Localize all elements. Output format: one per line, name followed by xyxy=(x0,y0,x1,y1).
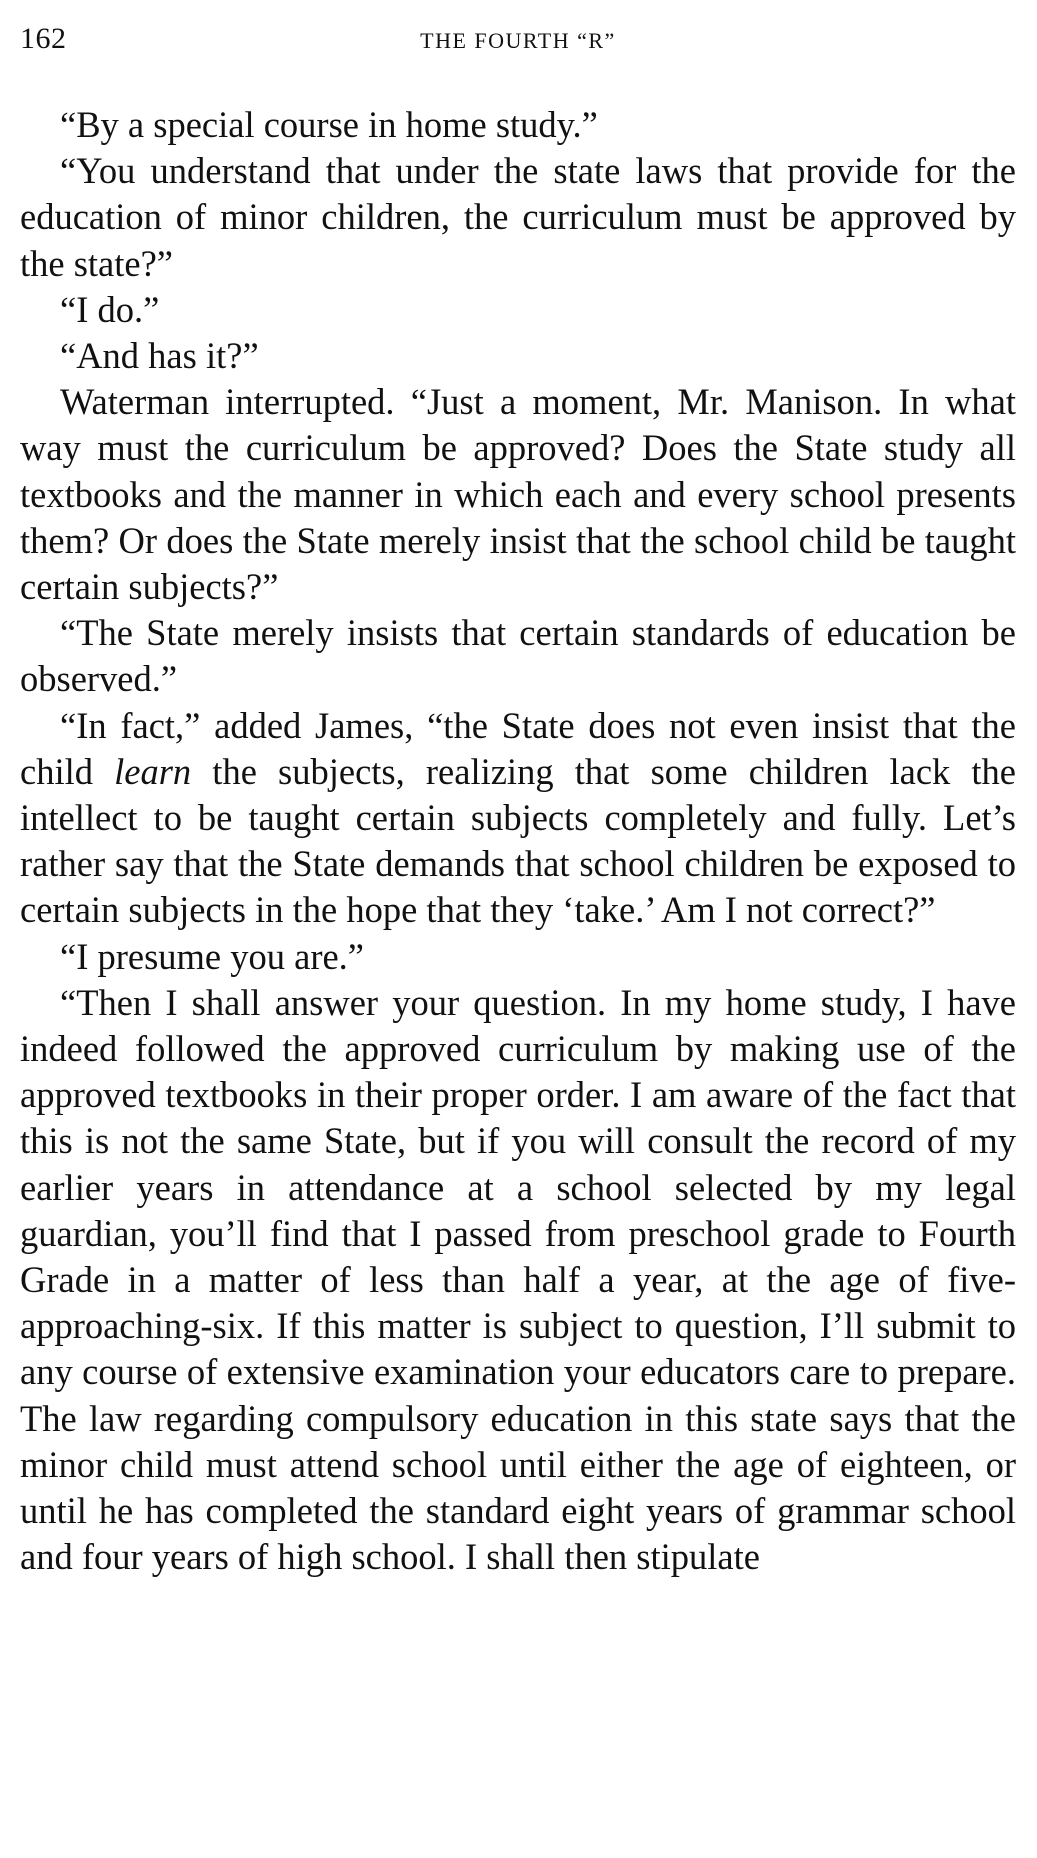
paragraph: “The State merely insists that certain standards of education be observed.” xyxy=(20,612,1016,700)
paragraph-text: “In fact,” added James, “the State does not even insist that the child xyxy=(20,704,1016,792)
page-number: 162 xyxy=(20,22,67,55)
book-page xyxy=(20,12,1016,1581)
paragraph: “Then I shall answer your question. In my home study, I have indeed followed the approved curriculum by making use of the approved textbooks in their proper order. I am aware of the fact that this is not the same State, but if you will consult the record of my earlier years in attendance at a school selected by my legal guardian, you’ll find that I passed from preschool grade to Fourth Grade in a matter of less than half a year, at the age of five-approaching-six. If this matter is subject to question, I’ll submit to any course of extensive examination your educators care to prepare. The law regarding compulsory education in this state says that the minor child must attend school until either the age of eighteen, or until he has completed the standard eight years of grammar school and four years of high school. I shall then stipulate xyxy=(20,981,1016,1578)
paragraph: Waterman interrupted. “Just a moment, Mr. Manison. In what way must the curriculum be approved? Does the State study all textbooks and the manner in which each and every school presents them? Or does the State merely insist that the school child be taught certain subjects?” xyxy=(20,381,1016,608)
paragraph: “You understand that under the state laws that provide for the education of minor children, the curriculum must be approved by the state?” xyxy=(20,150,1016,284)
running-title: THE FOURTH “R” xyxy=(420,28,616,53)
paragraph: “I presume you are.” xyxy=(60,935,365,977)
paragraph: “By a special course in home study.” xyxy=(60,104,598,145)
running-header xyxy=(20,12,1016,72)
paragraph xyxy=(20,703,1016,934)
paragraph-text: the subjects, realizing that some children lack the intellect to be taught certain subjects completely and fully. Let’s rather say that the State demands that school children be exposed to certain subjects in the hope that they ‘take.’ Am I not correct?” xyxy=(20,750,1016,931)
paragraph: “I do.” xyxy=(60,288,160,330)
emphasized-word: learn xyxy=(114,750,192,792)
paragraph: “And has it?” xyxy=(60,335,259,377)
body-text xyxy=(20,102,1016,1581)
